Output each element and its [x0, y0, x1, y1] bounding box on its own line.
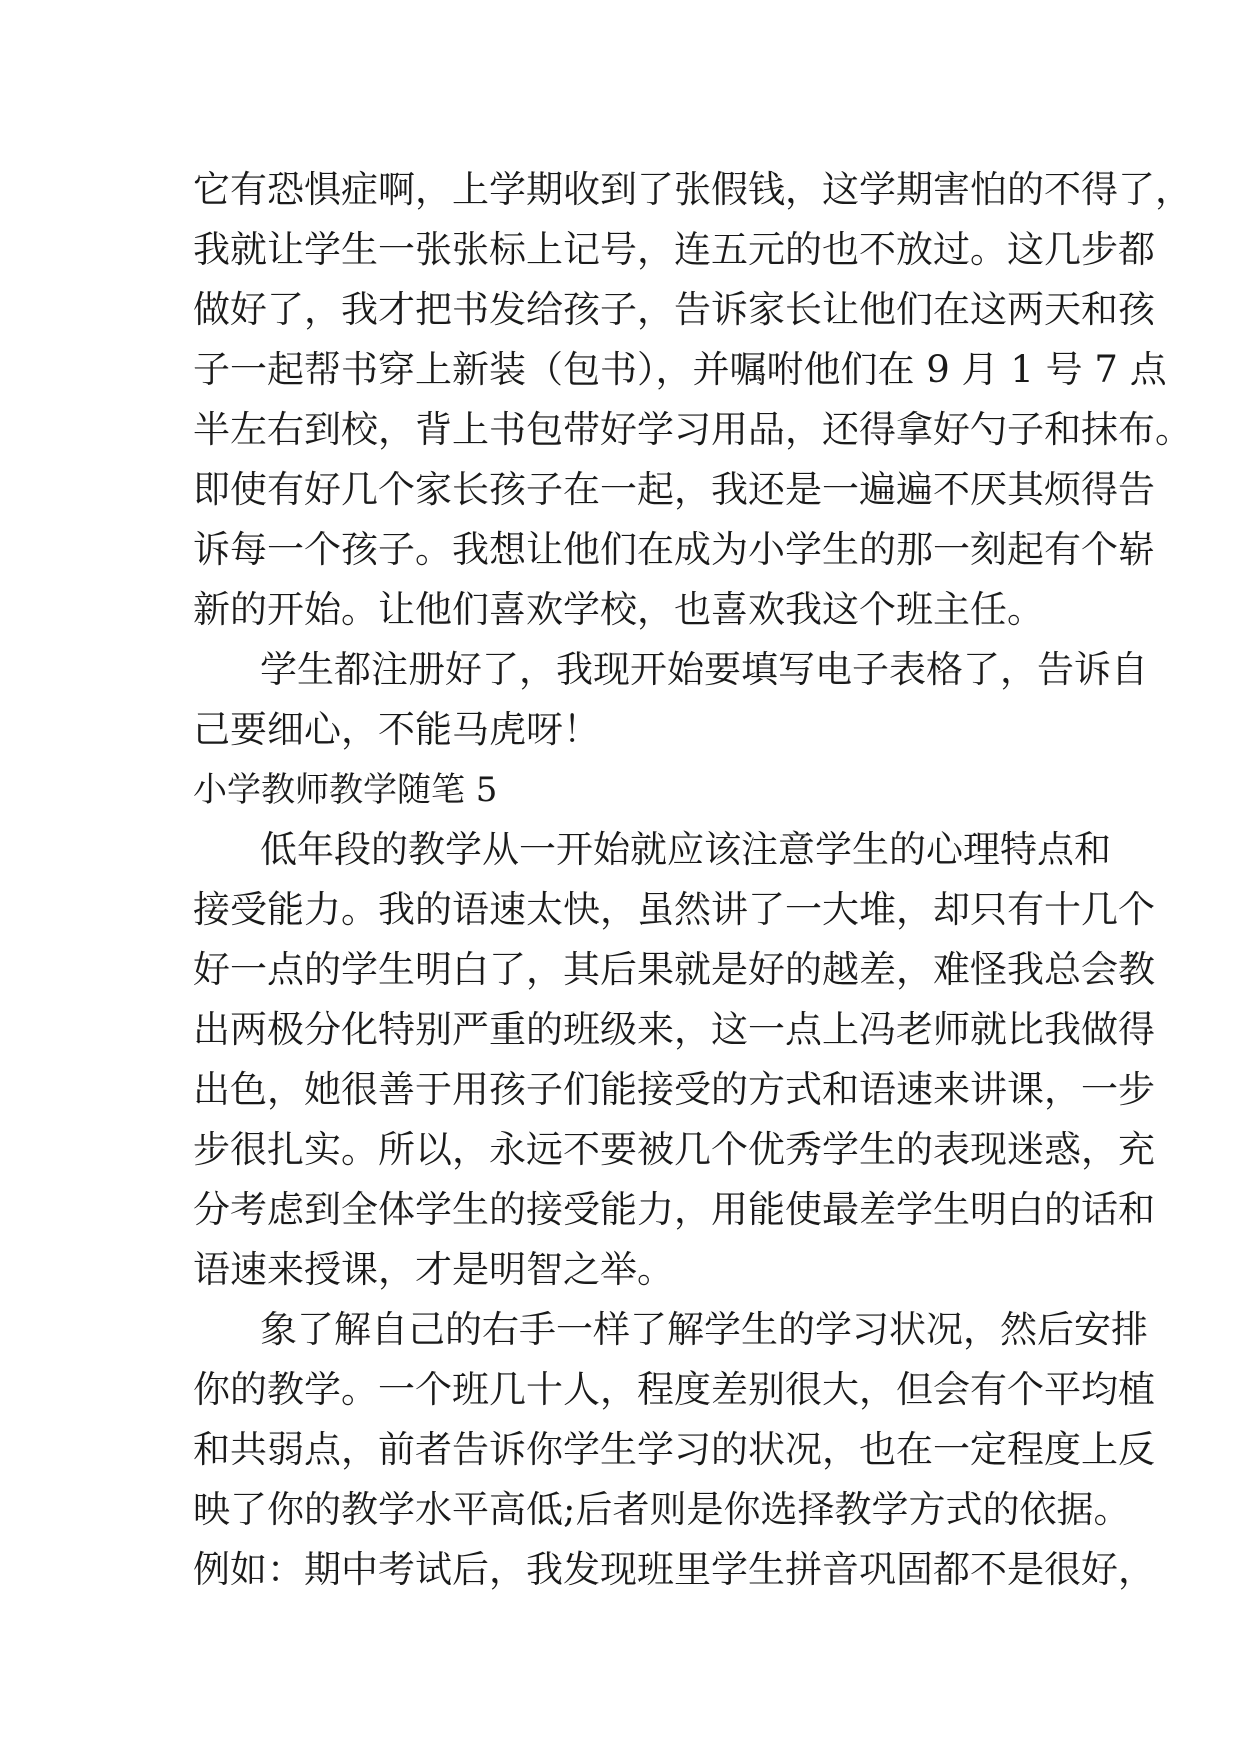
document-body: [193, 160, 1192, 1600]
text-line: 例如：期中考试后，我发现班里学生拼音巩固都不是很好，: [193, 1548, 1155, 1591]
paragraph-start-line: 低年段的教学从一开始就应该注意学生的心理特点和: [260, 828, 1111, 871]
text-line: 出色，她很善于用孩子们能接受的方式和语速来讲课，一步: [193, 1068, 1155, 1111]
section-heading: 小学教师教学随笔 5: [193, 770, 498, 810]
text-line: 分考虑到全体学生的接受能力，用能使最差学生明白的话和: [193, 1188, 1155, 1231]
text-line: 接受能力。我的语速太快，虽然讲了一大堆，却只有十几个: [193, 888, 1155, 931]
text-line: 步很扎实。所以，永远不要被几个优秀学生的表现迷惑，充: [193, 1128, 1155, 1171]
text-line: 子一起帮书穿上新装（包书），并嘱咐他们在 9 月 1 号 7 点: [193, 348, 1167, 391]
text-line: 做好了，我才把书发给孩子，告诉家长让他们在这两天和孩: [193, 288, 1155, 331]
text-line: 我就让学生一张张标上记号，连五元的也不放过。这几步都: [193, 228, 1155, 271]
text-line: 语速来授课，才是明智之举。: [193, 1248, 674, 1291]
text-line: 半左右到校，背上书包带好学习用品，还得拿好勺子和抹布。: [193, 408, 1192, 451]
text-line: 诉每一个孩子。我想让他们在成为小学生的那一刻起有个崭: [193, 528, 1155, 571]
text-line: 和共弱点，前者告诉你学生学习的状况，也在一定程度上反: [193, 1428, 1155, 1471]
text-line: 即使有好几个家长孩子在一起，我还是一遍遍不厌其烦得告: [193, 468, 1155, 511]
text-line: 己要细心，不能马虎呀！: [193, 708, 600, 751]
text-line: 好一点的学生明白了，其后果就是好的越差，难怪我总会教: [193, 948, 1155, 991]
paragraph-start-line: 象了解自己的右手一样了解学生的学习状况，然后安排: [260, 1308, 1148, 1351]
text-line: 它有恐惧症啊，上学期收到了张假钱，这学期害怕的不得了，: [193, 168, 1192, 211]
text-line: 映了你的教学水平高低;后者则是你选择教学方式的依据。: [193, 1488, 1131, 1531]
text-line: 你的教学。一个班几十人，程度差别很大，但会有个平均植: [193, 1368, 1155, 1411]
text-line: 新的开始。让他们喜欢学校，也喜欢我这个班主任。: [193, 588, 1044, 631]
paragraph-start-line: 学生都注册好了，我现开始要填写电子表格了，告诉自: [260, 648, 1148, 691]
text-line: 出两极分化特别严重的班级来，这一点上冯老师就比我做得: [193, 1008, 1155, 1051]
